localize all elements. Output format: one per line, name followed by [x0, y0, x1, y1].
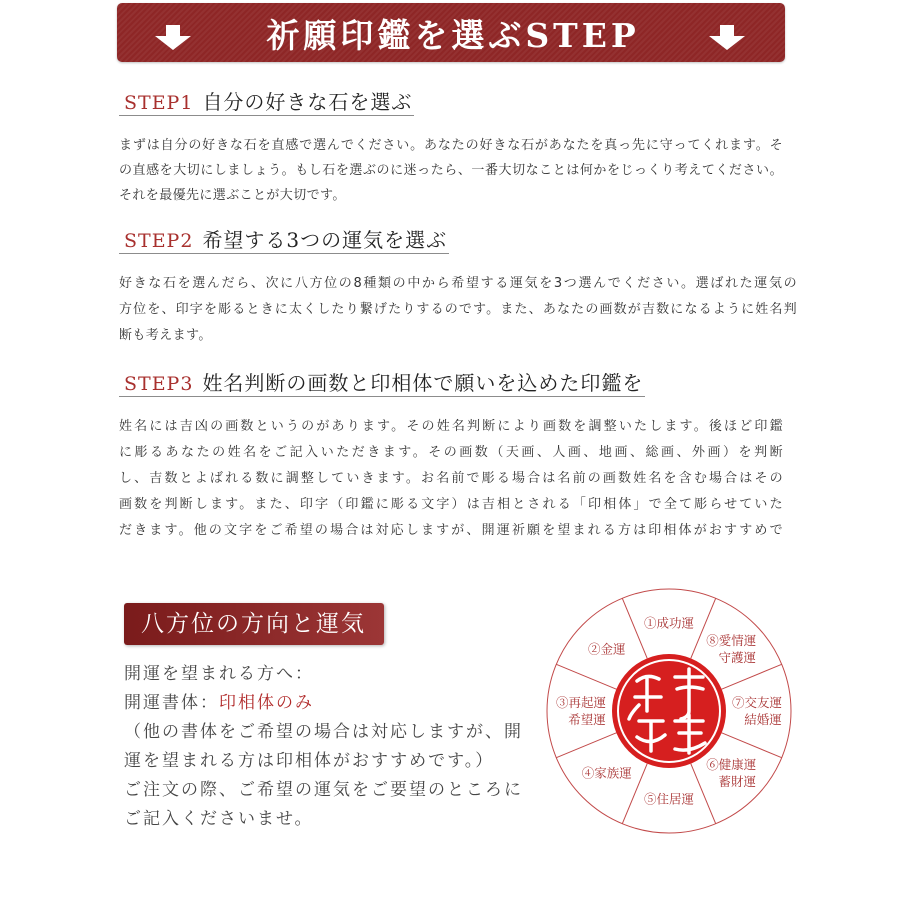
recommended-font-line	[124, 689, 523, 718]
fortune-intro: 開運を望まれる方へ：	[124, 664, 314, 684]
step1-heading	[119, 89, 414, 116]
direction-label: ③再起運	[555, 695, 607, 710]
eight-directions-diagram	[539, 581, 799, 841]
description-line: 姓名には吉凶の画数というのがあります。その姓名判断により画数を調整いたします。後ほど印鑑	[119, 419, 783, 434]
description-line: し、吉数とよばれる数に調整していきます。お名前で彫る場合は名前の画数姓名を含む場合はその	[119, 471, 783, 486]
step-title: 希望する3つの運気を選ぶ	[202, 228, 448, 252]
arrow-down-icon	[709, 25, 745, 50]
direction-label: ②金運	[588, 641, 626, 657]
step1-description	[119, 133, 783, 208]
step2-description	[119, 271, 797, 349]
description-line: まずは自分の好きな石を直感で選んでください。あなたの好きな石があなたを真っ先に守ってくれます。そ	[119, 138, 783, 153]
direction-label: ⑧愛情運	[706, 632, 757, 648]
step-label: STEP2	[124, 230, 194, 252]
description-line: 画数を判断します。また、印字（印鑑に彫る文字）は吉相とされる「印相体」で全て彫らせていた	[119, 497, 783, 512]
step-title: 姓名判断の画数と印相体で願いを込めた印鑑を	[202, 371, 644, 395]
direction-label: ④家族運	[581, 765, 632, 781]
fortune-line: ご注文の際、ご希望の運気をご要望のところに	[124, 780, 523, 800]
font-label: 開運書体：	[124, 693, 219, 713]
direction-label: ⑦交友運	[731, 695, 783, 710]
direction-label: ⑤住居運	[643, 791, 695, 807]
description-line: だきます。他の文字をご希望の場合は対応しますが、開運祈願を望まれる方は印相体がおすすめで	[119, 523, 783, 538]
description-line: 断も考えます。	[119, 328, 212, 343]
description-line: の直感を大切にしましょう。もし石を選ぶのに迷ったら、一番大切なことは何かをじっくり考えてください。	[119, 163, 783, 178]
direction-label: 結婚運	[744, 712, 782, 727]
seal-stamp-icon	[612, 654, 726, 768]
step3-description	[119, 414, 783, 544]
fortune-note	[124, 660, 523, 834]
step-title: 自分の好きな石を選ぶ	[202, 90, 413, 114]
direction-label: 守護運	[718, 649, 756, 665]
description-line: 好きな石を選んだら、次に八方位の8種類の中から希望する運気を3つ選んでください。選ばれた運気の	[119, 276, 797, 291]
description-line: に彫るあなたの姓名をご記入いただきます。その画数（天画、人画、地画、総画、外画）を判断	[119, 445, 783, 460]
fortune-line: ご記入くださいませ。	[124, 809, 314, 829]
direction-label: ⑥健康運	[706, 757, 757, 773]
step-label: STEP3	[124, 373, 194, 395]
description-line: それを最優先に選ぶことが大切です。	[119, 188, 346, 203]
font-value: 印相体のみ	[219, 693, 314, 713]
section-title: 八方位の方向と運気	[124, 603, 384, 645]
direction-label: 希望運	[568, 712, 606, 727]
step-label: STEP1	[124, 92, 194, 114]
direction-label: 蓄財運	[718, 774, 756, 790]
fortune-line: 運を望まれる方は印相体がおすすめです。）	[124, 751, 495, 771]
description-line: 方位を、印字を彫るときに太くしたり繋げたりするのです。また、あなたの画数が吉数になるように姓名判	[119, 302, 797, 317]
step2-heading	[119, 227, 449, 254]
direction-label: ①成功運	[643, 615, 695, 631]
steps-banner	[117, 3, 785, 62]
fortune-line: （他の書体をご希望の場合は対応しますが、開	[124, 722, 523, 742]
banner-title: 祈願印鑑を選ぶSTEP	[266, 16, 640, 55]
step3-heading	[119, 370, 645, 397]
